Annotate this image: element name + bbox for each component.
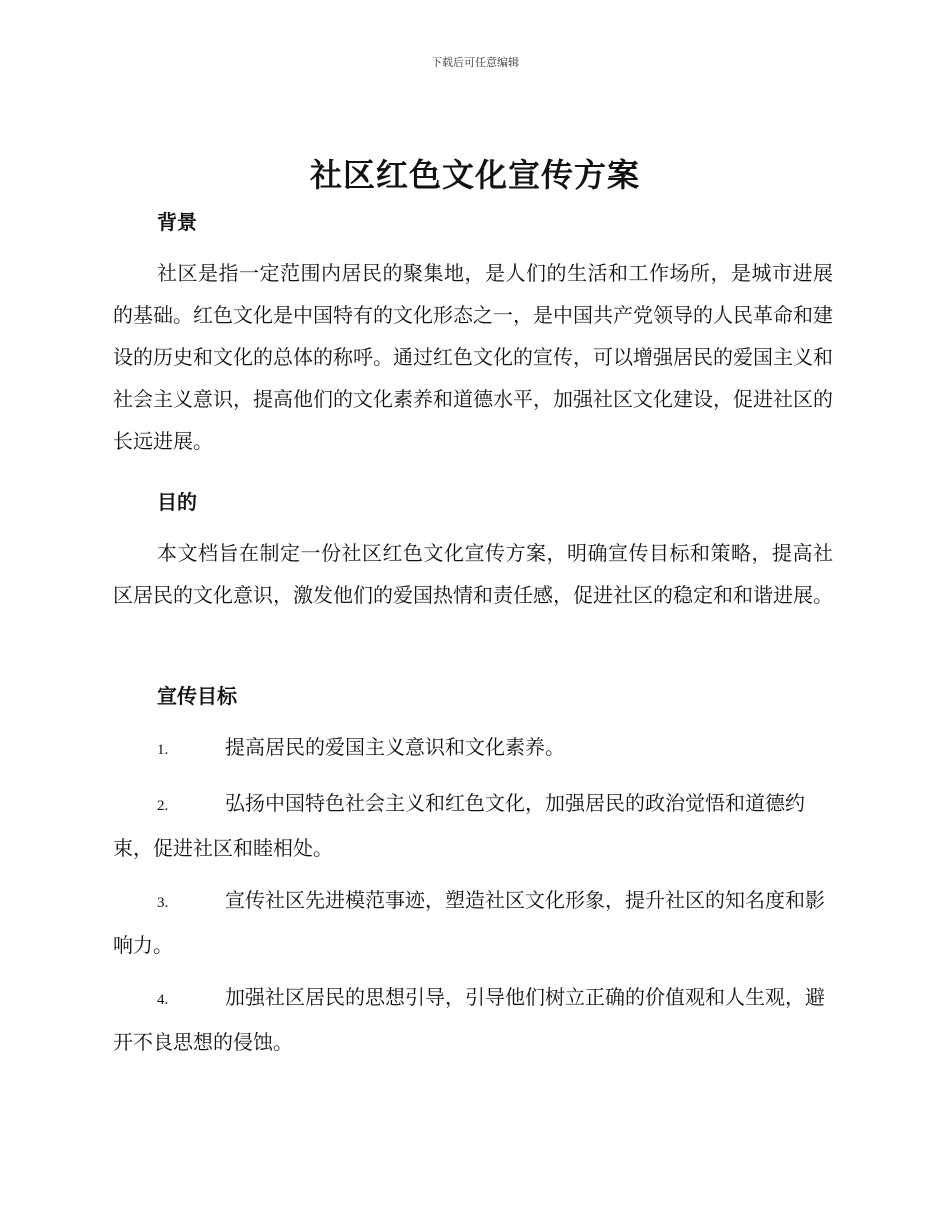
goal-item-1: [113, 726, 833, 771]
goal-item-3: [113, 879, 833, 966]
purpose-paragraph: 本文档旨在制定一份社区红色文化宣传方案，明确宣传目标和策略，提高社区居民的文化意识，激发他们的爱国热情和责任感，促进社区的稳定和和谐进展。: [113, 541, 833, 607]
section-heading-goals: 宣传目标: [157, 684, 237, 708]
background-paragraph: 社区是指一定范围内居民的聚集地，是人们的生活和工作场所，是城市进展的基础。红色文化是中国特有的文化形态之一，是中国共产党领导的人民革命和建设的历史和文化的总体的称呼。通过红色文化的宣传，可以增强居民的爱国主义和社会主义意识，提高他们的文化素养和道德水平，加强社区文化建设，促进社区的长远进展。: [113, 261, 833, 453]
section-heading-background: 背景: [157, 210, 197, 234]
section-heading-purpose: 目的: [157, 490, 197, 514]
list-number: 4.: [157, 992, 169, 1008]
goal-text: 提高居民的爱国主义意识和文化素养。: [225, 735, 565, 759]
list-number: 3.: [157, 895, 169, 911]
goal-text: 加强社区居民的思想引导，引导他们树立正确的价值观和人生观，避开不良思想的侵蚀。: [113, 985, 825, 1054]
goal-item-2: [113, 782, 833, 869]
goal-item-4: [113, 976, 833, 1063]
list-number: 1.: [157, 742, 169, 758]
goal-text: 弘扬中国特色社会主义和红色文化，加强居民的政治觉悟和道德约束，促进社区和睦相处。: [113, 791, 805, 860]
document-title: 社区红色文化宣传方案: [309, 156, 640, 194]
goal-text: 宣传社区先进模范事迹，塑造社区文化形象，提升社区的知名度和影响力。: [113, 888, 825, 957]
list-number: 2.: [157, 798, 169, 814]
header-note: 下载后可任意编辑: [431, 56, 519, 69]
